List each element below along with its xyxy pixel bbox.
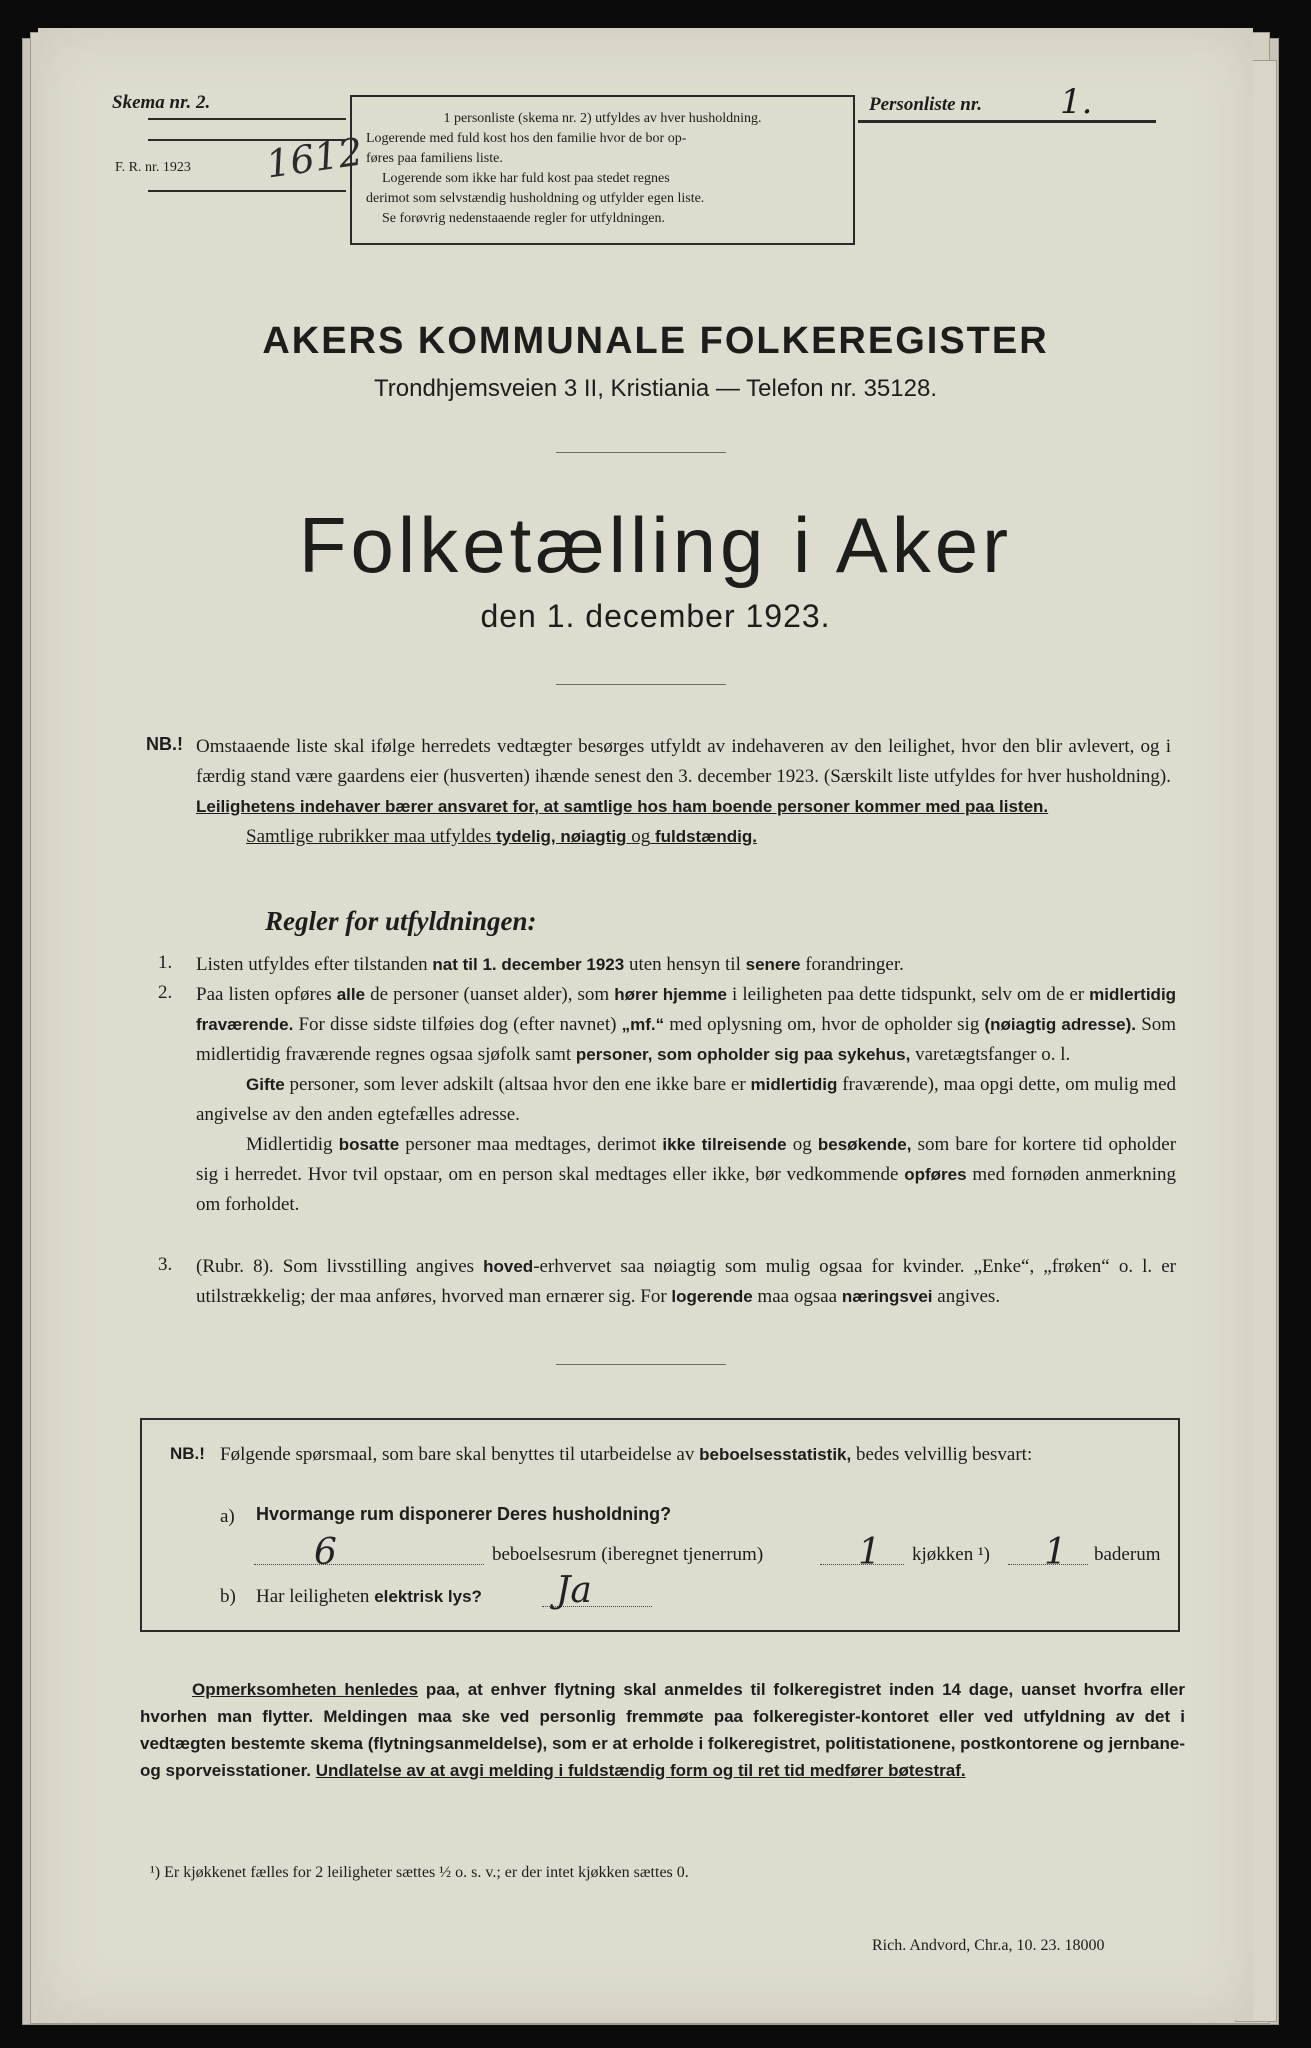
moving-notice bbox=[140, 1676, 1185, 1784]
nb-text: Omstaaende liste skal ifølge herredets vedtægter besørges utfyldt av indehaveren av den leilighet, hvor den blir avlevert, og i færdig stand være gaardens eier (husverten) ihænde senest den 3. december 1923. (Særskilt liste utfyldes for hver husholdning). bbox=[196, 736, 1171, 787]
rule-emphasis: (nøiagtig adresse). bbox=[984, 1015, 1137, 1034]
nb-text: og bbox=[631, 826, 651, 847]
rule-text: som bare for kortere tid opholder sig i herredet. Hvor tvil opstaar, om en person skal medtages eller ikke, bør vedkommende bbox=[196, 1134, 1177, 1185]
nb-fill-all-columns bbox=[196, 826, 757, 847]
rule-text: varetægtsfanger o. l. bbox=[915, 1044, 1071, 1065]
electric-light-field[interactable] bbox=[542, 1570, 652, 1622]
rule-emphasis: næringsvei bbox=[841, 1287, 933, 1306]
rule-text: personer, som lever adskilt (altsaa hvor den ene ikke bare er bbox=[289, 1074, 746, 1095]
rule-emphasis: alle bbox=[336, 985, 366, 1004]
rule-text: med oplysning om, hvor de opholder sig bbox=[669, 1014, 980, 1035]
rule-number: 3. bbox=[158, 1254, 173, 1275]
bath-label: baderum bbox=[1094, 1544, 1161, 1565]
questions-nb-label: NB.! bbox=[170, 1444, 205, 1463]
instruction-line: føres paa familiens liste. bbox=[366, 151, 503, 166]
nb-emphasis: fuldstændig. bbox=[654, 827, 757, 846]
rooms-label: beboelsesrum (iberegnet tjenerrum) bbox=[492, 1544, 764, 1565]
notice-penalty: Undlatelse av at avgi melding i fuldstændig form og til ret tid medfører bøtestraf. bbox=[315, 1761, 966, 1780]
instruction-line: Se forøvrig nedenstaaende regler for utfyldningen. bbox=[382, 211, 666, 226]
question-b-emphasis: elektrisk lys? bbox=[374, 1587, 482, 1606]
rule-emphasis: ikke tilreisende bbox=[662, 1135, 787, 1154]
nb-text: Samtlige rubrikker maa utfyldes bbox=[246, 826, 492, 847]
intro-text: bedes velvillig besvart: bbox=[855, 1444, 1033, 1465]
rule-text: de personer (uanset alder), som bbox=[370, 984, 610, 1005]
rule-text: Som midlertidig fraværende regnes ogsaa sjøfolk samt bbox=[196, 1014, 1177, 1065]
rule-emphasis: senere bbox=[745, 955, 801, 974]
rule-emphasis: bosatte bbox=[338, 1135, 400, 1154]
footnote: ¹) Er kjøkkenet fælles for 2 leiligheter sættes ½ o. s. v.; er der intet kjøkken sættes 0. bbox=[150, 1864, 689, 1881]
rule-emphasis: logerende bbox=[671, 1287, 753, 1306]
intro-emphasis: beboelsesstatistik, bbox=[699, 1445, 852, 1464]
nb-paragraph bbox=[196, 732, 1171, 852]
rule bbox=[148, 118, 346, 120]
rule-1 bbox=[196, 950, 1176, 980]
rule-emphasis: midlertidig fraværende. bbox=[196, 985, 1177, 1034]
household-instructions-box bbox=[350, 95, 855, 245]
instruction-line: 1 personliste (skema nr. 2) utfyldes av hver husholdning. bbox=[443, 111, 762, 126]
instruction-line: derimot som selvstændig husholdning og utfylder egen liste. bbox=[366, 191, 705, 206]
rule-emphasis: besøkende, bbox=[817, 1135, 912, 1154]
question-b bbox=[256, 1582, 482, 1612]
rule-text: angives. bbox=[937, 1286, 1001, 1307]
rule-text: maa ogsaa bbox=[757, 1286, 838, 1307]
question-b-letter: b) bbox=[220, 1586, 236, 1607]
document-title: Folketælling i Aker bbox=[298, 501, 1013, 589]
questions-intro bbox=[220, 1440, 1150, 1470]
organisation-address: Trondhjemsveien 3 II, Kristiania — Telefon nr. 35128. bbox=[374, 375, 937, 402]
divider bbox=[556, 684, 726, 685]
rooms-value-handwritten: 6 bbox=[314, 1532, 337, 1573]
rule-3 bbox=[196, 1252, 1176, 1312]
fr-label: F. R. nr. 1923 bbox=[115, 160, 191, 175]
instruction-line: Logerende som ikke har fuld kost paa stedet regnes bbox=[382, 171, 670, 186]
nb-label: NB.! bbox=[146, 734, 183, 754]
question-b-text: Har leiligheten bbox=[256, 1586, 370, 1607]
question-a: Hvormange rum disponerer Deres husholdning? bbox=[256, 1504, 672, 1524]
skema-number: Skema nr. 2. bbox=[112, 92, 211, 113]
rule-text: og bbox=[792, 1134, 812, 1155]
rule-emphasis: midlertidig bbox=[750, 1075, 838, 1094]
rule-number: 2. bbox=[158, 982, 173, 1003]
rule-number: 1. bbox=[158, 952, 173, 973]
question-a-letter: a) bbox=[220, 1506, 235, 1527]
bath-value-handwritten: 1 bbox=[1044, 1532, 1067, 1573]
divider bbox=[556, 1364, 726, 1365]
personliste-label: Personliste nr. bbox=[869, 94, 982, 115]
notice-text: paa, at enhver flytning skal anmeldes til folkeregistret inden 14 dage, uanset hvorfra eller hvorhen man flytter. Meldingen maa ske ved personlig fremmøte paa folkeregister-kontoret eller ved utfyldning av det i vedtægten bestemte skema (flytningsanmeldelse), som er at erholde i folkeregistret, politistationene, postkontorene og jernbane- og sporveisstationer. bbox=[140, 1680, 1185, 1780]
rule-text: (Rubr. 8). Som livsstilling angives bbox=[196, 1256, 475, 1277]
intro-text: Følgende spørsmaal, som bare skal benyttes til utarbeidelse av bbox=[220, 1444, 695, 1465]
rule-text: forandringer. bbox=[805, 954, 904, 975]
printer-imprint: Rich. Andvord, Chr.a, 10. 23. 18000 bbox=[872, 1937, 1105, 1954]
rule-text: For disse sidste tilføies dog (efter navnet) bbox=[298, 1014, 617, 1035]
rule-text: uten hensyn til bbox=[628, 954, 741, 975]
rule-2 bbox=[196, 980, 1176, 1220]
rule-text: Midlertidig bbox=[246, 1134, 333, 1155]
rule-text: Paa listen opføres bbox=[196, 984, 332, 1005]
rule-text: i leiligheten paa dette tidspunkt, selv om de er bbox=[732, 984, 1085, 1005]
rule-emphasis: hører hjemme bbox=[614, 985, 727, 1004]
rule bbox=[148, 190, 346, 192]
rules-heading: Regler for utfyldningen: bbox=[265, 906, 537, 936]
rule-emphasis: personer, som opholder sig paa sykehus, bbox=[575, 1045, 911, 1064]
rule bbox=[858, 120, 1156, 123]
kitchen-label: kjøkken ¹) bbox=[912, 1544, 990, 1565]
rule-emphasis: hoved bbox=[483, 1257, 534, 1276]
nb-emphasis: tydelig, nøiagtig bbox=[496, 827, 627, 846]
kitchen-field[interactable] bbox=[820, 1532, 904, 1576]
rooms-field[interactable] bbox=[254, 1532, 484, 1576]
census-date: den 1. december 1923. bbox=[480, 598, 831, 634]
rule-emphasis: „mf.“ bbox=[621, 1015, 665, 1034]
rule-text: med fornøden anmerkning om forholdet. bbox=[196, 1164, 1176, 1215]
organisation-name: AKERS KOMMUNALE FOLKEREGISTER bbox=[262, 320, 1049, 362]
notice-underlined: Opmerksomheten henledes bbox=[192, 1680, 419, 1699]
instruction-line: Logerende med fuld kost hos den familie hvor de bor op- bbox=[366, 131, 687, 146]
rule-text: fraværende), maa opgi dette, om mulig med angivelse av den anden egtefælles adresse. bbox=[196, 1074, 1177, 1125]
rule-emphasis: Gifte bbox=[246, 1075, 285, 1094]
rule-text: Listen utfyldes efter tilstanden bbox=[196, 954, 428, 975]
rule-emphasis: nat til 1. december 1923 bbox=[432, 955, 625, 974]
nb-responsibility: Leilighetens indehaver bærer ansvaret for, at samtlige hos ham boende personer kommer med paa listen. bbox=[196, 797, 1049, 816]
rule-text: personer maa medtages, derimot bbox=[405, 1134, 657, 1155]
rule-text: -erhvervet saa nøiagtig som mulig ogsaa for kvinder. „Enke“, „frøken“ o. l. er utilstrækkelig; der maa anføres, hvorved man ernærer sig. For bbox=[196, 1256, 1177, 1307]
divider bbox=[556, 452, 726, 453]
rule-emphasis: opføres bbox=[904, 1165, 967, 1184]
bath-field[interactable] bbox=[1008, 1532, 1088, 1576]
personliste-number-handwritten: 1. bbox=[1060, 82, 1093, 122]
electric-light-answer-handwritten: Ja bbox=[556, 1570, 592, 1611]
kitchen-value-handwritten: 1 bbox=[858, 1532, 881, 1573]
housing-questions-box bbox=[140, 1418, 1180, 1632]
fr-number-handwritten: 1612 bbox=[263, 129, 366, 187]
